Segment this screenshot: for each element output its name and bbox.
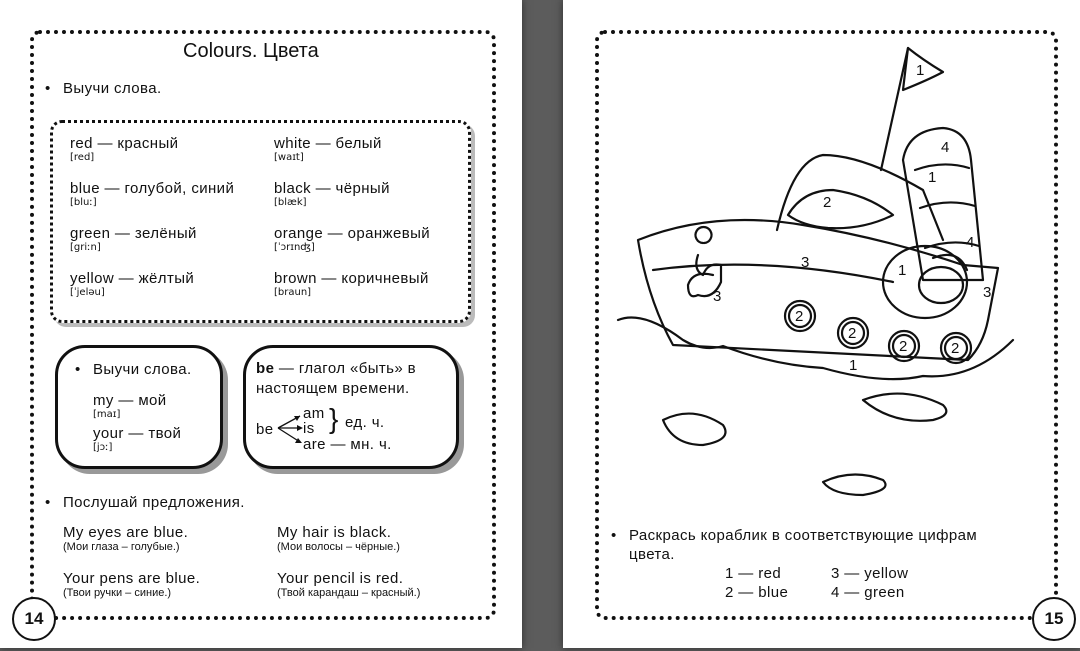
svg-text:2: 2: [848, 325, 857, 342]
svg-text:3: 3: [713, 288, 722, 305]
vocab-item: yellow — жёлтый [ˈjeləu]: [70, 270, 195, 298]
sentence: Your pencil is red. (Твой карандаш – красный.): [277, 570, 421, 599]
sentence: My hair is black. (Мои волосы – чёрные.): [277, 524, 400, 553]
svg-text:2: 2: [795, 308, 804, 325]
page-title: Colours. Цвета: [183, 40, 319, 62]
svg-text:4: 4: [941, 139, 950, 156]
verb-form-is: is: [303, 420, 315, 437]
singular-label: ед. ч.: [345, 414, 385, 431]
vocab-item: white — белый [waɪt]: [274, 135, 382, 163]
svg-text:1: 1: [849, 357, 858, 374]
vocab-item: orange — оранжевый [ˈɔrɪnʤ]: [274, 225, 431, 253]
sentence: My eyes are blue. (Мои глаза – голубые.): [63, 524, 189, 553]
verb-be-description-line2: настоящем времени.: [256, 380, 410, 397]
vocab-item: black — чёрный [blæk]: [274, 180, 390, 208]
verb-be-word: be: [256, 421, 274, 438]
coloring-instruction-line2: цвета.: [629, 546, 675, 563]
ship-coloring-illustration: [563, 0, 1080, 520]
left-page: [0, 0, 522, 648]
verb-be-description: be — глагол «быть» в: [256, 360, 417, 377]
svg-text:2: 2: [899, 338, 908, 355]
page-number: 14: [12, 597, 56, 641]
page-number: 15: [1032, 597, 1076, 641]
svg-text:1: 1: [898, 262, 907, 279]
svg-text:1: 1: [916, 62, 925, 79]
learn-words-instruction: • Выучи слова.: [63, 80, 162, 97]
verb-form-are: are — мн. ч.: [303, 436, 392, 453]
svg-text:2: 2: [951, 340, 960, 357]
verb-form-am: am: [303, 405, 325, 422]
vocab-item: your — твой [jɔː]: [93, 425, 182, 453]
listen-instruction: • Послушай предложения.: [63, 494, 245, 511]
coloring-instruction: • Раскрась кораблик в соответствующие цифрам: [629, 527, 977, 544]
svg-text:3: 3: [983, 284, 992, 301]
conjugation-arrows-icon: [276, 410, 306, 450]
svg-text:4: 4: [966, 234, 975, 251]
vocab-item: my — мой [maɪ]: [93, 392, 167, 420]
right-page: [563, 0, 1080, 648]
legend-item: 2 — blue: [725, 584, 789, 601]
vocab-item: green — зелёный [griːn]: [70, 225, 197, 253]
pronouns-heading: • Выучи слова.: [93, 361, 192, 378]
sentence: Your pens are blue. (Твои ручки – синие.): [63, 570, 201, 599]
vocab-item: blue — голубой, синий [bluː]: [70, 180, 235, 208]
legend-item: 3 — yellow: [831, 565, 909, 582]
legend-item: 1 — red: [725, 565, 782, 582]
svg-text:2: 2: [823, 194, 832, 211]
vocab-item: red — красный [red]: [70, 135, 179, 163]
svg-text:3: 3: [801, 254, 810, 271]
legend-item: 4 — green: [831, 584, 905, 601]
vocab-item: brown — коричневый [braun]: [274, 270, 429, 298]
brace-icon: }: [329, 403, 339, 434]
svg-text:1: 1: [928, 169, 937, 186]
